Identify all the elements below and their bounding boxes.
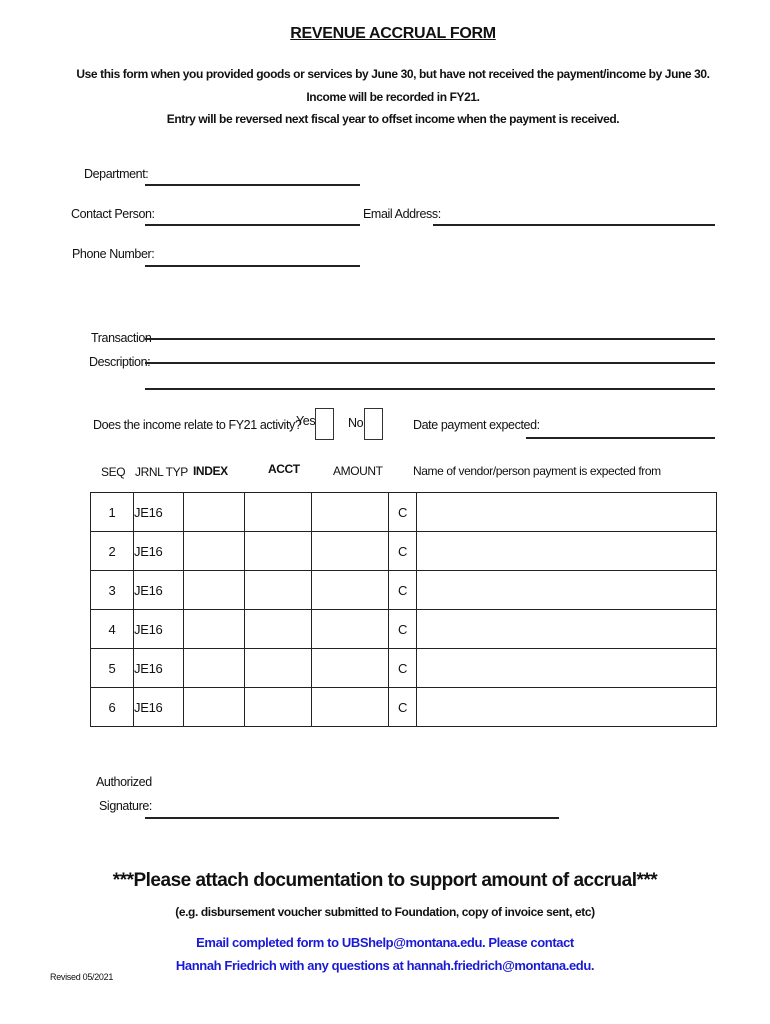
acct-cell[interactable]	[245, 571, 312, 610]
intro-line-1: Use this form when you provided goods or services by June 30, but have not received the payment/income by June 30.	[76, 67, 710, 81]
amount-cell[interactable]	[312, 571, 389, 610]
vendor-cell[interactable]	[417, 649, 717, 688]
no-label: No	[348, 416, 364, 430]
transaction-label: Transaction	[91, 331, 152, 345]
seq-cell: 6	[91, 688, 134, 727]
amount-cell[interactable]	[312, 649, 389, 688]
jrnl-typ-cell: JE16	[134, 688, 184, 727]
intro-line-3: Entry will be reversed next fiscal year to offset income when the payment is received.	[166, 112, 620, 126]
authorized-label: Authorized	[96, 775, 152, 789]
code-cell: C	[389, 649, 417, 688]
acct-cell[interactable]	[245, 688, 312, 727]
index-cell[interactable]	[184, 610, 245, 649]
department-field[interactable]	[145, 184, 360, 186]
acct-cell[interactable]	[245, 649, 312, 688]
seq-cell: 2	[91, 532, 134, 571]
intro-line-2: Income will be recorded in FY21.	[306, 90, 480, 104]
contact-person-label: Contact Person:	[71, 207, 155, 221]
yes-checkbox[interactable]	[315, 408, 334, 440]
no-checkbox[interactable]	[364, 408, 383, 440]
description-label: Description:	[89, 355, 151, 369]
acct-cell[interactable]	[245, 493, 312, 532]
index-cell[interactable]	[184, 532, 245, 571]
table-row	[91, 532, 717, 571]
header-acct: ACCT	[268, 462, 300, 476]
code-cell: C	[389, 688, 417, 727]
index-cell[interactable]	[184, 571, 245, 610]
table-row	[91, 610, 717, 649]
amount-cell[interactable]	[312, 610, 389, 649]
yes-label: Yes	[296, 414, 316, 428]
revised-date: Revised 05/2021	[50, 972, 114, 982]
department-label: Department:	[84, 167, 149, 181]
header-seq: SEQ	[101, 465, 126, 479]
table-row	[91, 649, 717, 688]
header-jrnl-typ: JRNL TYP	[135, 465, 188, 479]
header-vendor: Name of vendor/person payment is expected from	[413, 464, 661, 478]
phone-number-label: Phone Number:	[72, 247, 155, 261]
table-row	[91, 688, 717, 727]
amount-cell[interactable]	[312, 532, 389, 571]
attach-documentation-note: ***Please attach documentation to support amount of accrual***	[112, 870, 658, 891]
table-row	[91, 493, 717, 532]
index-cell[interactable]	[184, 688, 245, 727]
vendor-cell[interactable]	[417, 493, 717, 532]
contact-person-field[interactable]	[145, 224, 360, 226]
acct-cell[interactable]	[245, 532, 312, 571]
index-cell[interactable]	[184, 649, 245, 688]
jrnl-typ-cell: JE16	[134, 571, 184, 610]
transaction-line-1[interactable]	[145, 338, 715, 340]
vendor-cell[interactable]	[417, 571, 717, 610]
fy21-question-label: Does the income relate to FY21 activity?	[93, 418, 302, 432]
header-amount: AMOUNT	[333, 464, 383, 478]
form-title: REVENUE ACCRUAL FORM	[290, 25, 496, 42]
jrnl-typ-cell: JE16	[134, 610, 184, 649]
code-cell: C	[389, 571, 417, 610]
table-row	[91, 571, 717, 610]
email-address-field[interactable]	[433, 224, 715, 226]
amount-cell[interactable]	[312, 688, 389, 727]
transaction-line-2[interactable]	[145, 362, 715, 364]
header-index: INDEX	[193, 464, 228, 478]
documentation-examples: (e.g. disbursement voucher submitted to Foundation, copy of invoice sent, etc)	[175, 905, 595, 919]
code-cell: C	[389, 610, 417, 649]
transaction-line-3[interactable]	[145, 388, 715, 390]
index-cell[interactable]	[184, 493, 245, 532]
accrual-table	[90, 492, 717, 727]
email-address-label: Email Address:	[363, 207, 441, 221]
date-payment-label: Date payment expected:	[413, 418, 540, 432]
jrnl-typ-cell: JE16	[134, 649, 184, 688]
amount-cell[interactable]	[312, 493, 389, 532]
seq-cell: 4	[91, 610, 134, 649]
seq-cell: 1	[91, 493, 134, 532]
signature-label: Signature:	[99, 799, 152, 813]
email-instruction-line-1[interactable]: Email completed form to UBShelp@montana.edu. Please contact	[196, 935, 574, 950]
code-cell: C	[389, 493, 417, 532]
seq-cell: 5	[91, 649, 134, 688]
jrnl-typ-cell: JE16	[134, 493, 184, 532]
vendor-cell[interactable]	[417, 532, 717, 571]
signature-field[interactable]	[145, 817, 559, 819]
email-instruction-line-2[interactable]: Hannah Friedrich with any questions at hannah.friedrich@montana.edu.	[175, 958, 595, 973]
seq-cell: 3	[91, 571, 134, 610]
jrnl-typ-cell: JE16	[134, 532, 184, 571]
vendor-cell[interactable]	[417, 688, 717, 727]
vendor-cell[interactable]	[417, 610, 717, 649]
acct-cell[interactable]	[245, 610, 312, 649]
date-payment-field[interactable]	[526, 437, 715, 439]
phone-number-field[interactable]	[145, 265, 360, 267]
code-cell: C	[389, 532, 417, 571]
